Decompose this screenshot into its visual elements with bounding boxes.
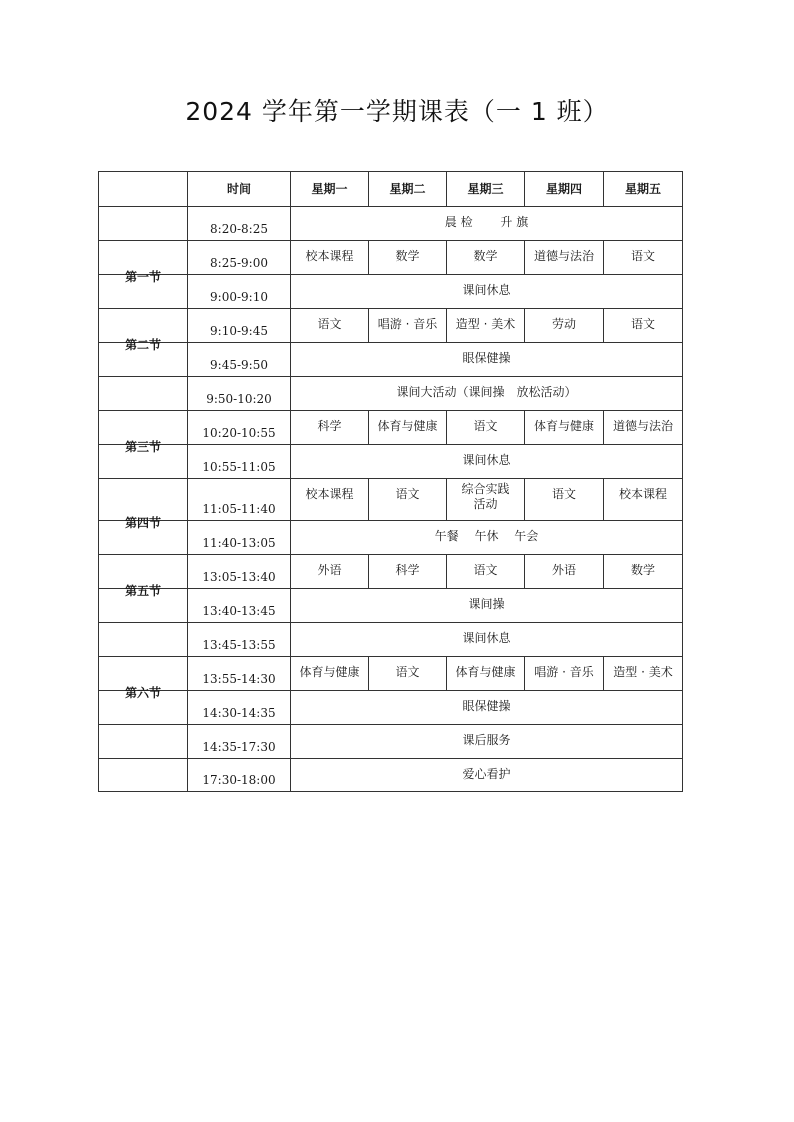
- subject-cell: 外语: [291, 555, 369, 589]
- subject-cell: 造型 · 美术: [604, 657, 683, 691]
- time-cell: 9:50-10:20: [188, 377, 291, 411]
- subject-cell: 语文: [604, 309, 683, 343]
- subject-cell: 数学: [447, 241, 525, 275]
- header-period-cell: [99, 172, 188, 207]
- period-label: 第六节: [124, 686, 161, 700]
- period-label: 第一节: [124, 270, 161, 284]
- period-cell: [99, 377, 188, 411]
- time-cell: 14:30-14:35: [188, 691, 291, 725]
- subject-cell: 科学: [369, 555, 447, 589]
- period-cell: [99, 555, 188, 598]
- subject-cell: 语文: [369, 479, 447, 521]
- subject-cell: 体育与健康: [525, 411, 604, 445]
- table-row: [99, 377, 683, 411]
- period-label: 第二节: [124, 338, 161, 352]
- time-cell: 10:20-10:55: [188, 411, 291, 445]
- activity-cell: 晨 检 升 旗: [291, 207, 683, 241]
- header-day-wed: 星期三: [447, 172, 525, 207]
- activity-cell: 课间休息: [291, 623, 683, 657]
- header-day-thu: 星期四: [525, 172, 604, 207]
- activity-cell: 课间操: [291, 589, 683, 623]
- schedule-table: [98, 171, 683, 792]
- activity-cell: 课间休息: [291, 445, 683, 479]
- subject-cell: 科学: [291, 411, 369, 445]
- table-row: [99, 411, 683, 445]
- period-cell: [99, 207, 188, 241]
- subject-cell: 数学: [369, 241, 447, 275]
- activity-cell: 午餐 午休 午会: [291, 521, 683, 555]
- period-label: 第四节: [124, 516, 161, 530]
- table-row: [99, 725, 683, 759]
- time-cell: 14:35-17:30: [188, 725, 291, 759]
- time-cell: 11:05-11:40: [188, 479, 291, 521]
- subject-cell: 语文: [291, 309, 369, 343]
- activity-cell: 爱心看护: [291, 759, 683, 792]
- header-time-cell: 时间: [188, 172, 291, 207]
- subject-cell: 体育与健康: [369, 411, 447, 445]
- header-row: [99, 172, 683, 207]
- period-cell: [99, 411, 188, 454]
- subject-cell: 外语: [525, 555, 604, 589]
- header-day-tue: 星期二: [369, 172, 447, 207]
- time-cell: 9:00-9:10: [188, 275, 291, 309]
- period-cell: [99, 479, 188, 530]
- table-row: [99, 623, 683, 657]
- table-row: [99, 207, 683, 241]
- table-row: [99, 555, 683, 589]
- period-cell: [99, 657, 188, 700]
- subject-cell: 语文: [525, 479, 604, 521]
- activity-cell: 眼保健操: [291, 343, 683, 377]
- time-cell: 17:30-18:00: [188, 759, 291, 792]
- time-cell: 8:20-8:25: [188, 207, 291, 241]
- subject-cell: 道德与法治: [604, 411, 683, 445]
- subject-cell: 语文: [447, 555, 525, 589]
- period-cell: [99, 309, 188, 352]
- time-cell: 9:10-9:45: [188, 309, 291, 343]
- time-cell: 13:05-13:40: [188, 555, 291, 589]
- subject-cell: 体育与健康: [291, 657, 369, 691]
- time-cell: 8:25-9:00: [188, 241, 291, 275]
- table-row: [99, 309, 683, 343]
- time-cell: 10:55-11:05: [188, 445, 291, 479]
- period-cell: [99, 623, 188, 657]
- subject-cell: 造型 · 美术: [447, 309, 525, 343]
- table-row: [99, 241, 683, 275]
- time-cell: 13:40-13:45: [188, 589, 291, 623]
- table-row: [99, 657, 683, 691]
- subject-cell: 校本课程: [291, 479, 369, 521]
- period-cell: [99, 725, 188, 759]
- page-title: 2024 学年第一学期课表（一 1 班）: [185, 97, 609, 126]
- subject-cell: 校本课程: [291, 241, 369, 275]
- subject-cell: 劳动: [525, 309, 604, 343]
- subject-cell: 道德与法治: [525, 241, 604, 275]
- activity-cell: 课间休息: [291, 275, 683, 309]
- period-label: 第三节: [124, 440, 161, 454]
- subject-cell: 语文: [447, 411, 525, 445]
- period-cell: [99, 759, 188, 792]
- time-cell: 9:45-9:50: [188, 343, 291, 377]
- subject-cell: 体育与健康: [447, 657, 525, 691]
- time-cell: 13:55-14:30: [188, 657, 291, 691]
- subject-cell: 校本课程: [604, 479, 683, 521]
- schedule-body: [99, 172, 683, 792]
- time-cell: 11:40-13:05: [188, 521, 291, 555]
- subject-cell: 唱游 · 音乐: [369, 309, 447, 343]
- header-day-mon: 星期一: [291, 172, 369, 207]
- subject-cell: 语文: [604, 241, 683, 275]
- table-row: [99, 479, 683, 521]
- subject-cell: 数学: [604, 555, 683, 589]
- activity-cell: 课后服务: [291, 725, 683, 759]
- subject-cell: 综合实践 活动: [447, 479, 525, 521]
- activity-cell: 眼保健操: [291, 691, 683, 725]
- activity-cell: 课间大活动（课间操 放松活动）: [291, 377, 683, 411]
- subject-cell: 语文: [369, 657, 447, 691]
- subject-cell: 唱游 · 音乐: [525, 657, 604, 691]
- header-day-fri: 星期五: [604, 172, 683, 207]
- period-cell: [99, 241, 188, 284]
- time-cell: 13:45-13:55: [188, 623, 291, 657]
- period-label: 第五节: [124, 584, 161, 598]
- table-row: [99, 759, 683, 792]
